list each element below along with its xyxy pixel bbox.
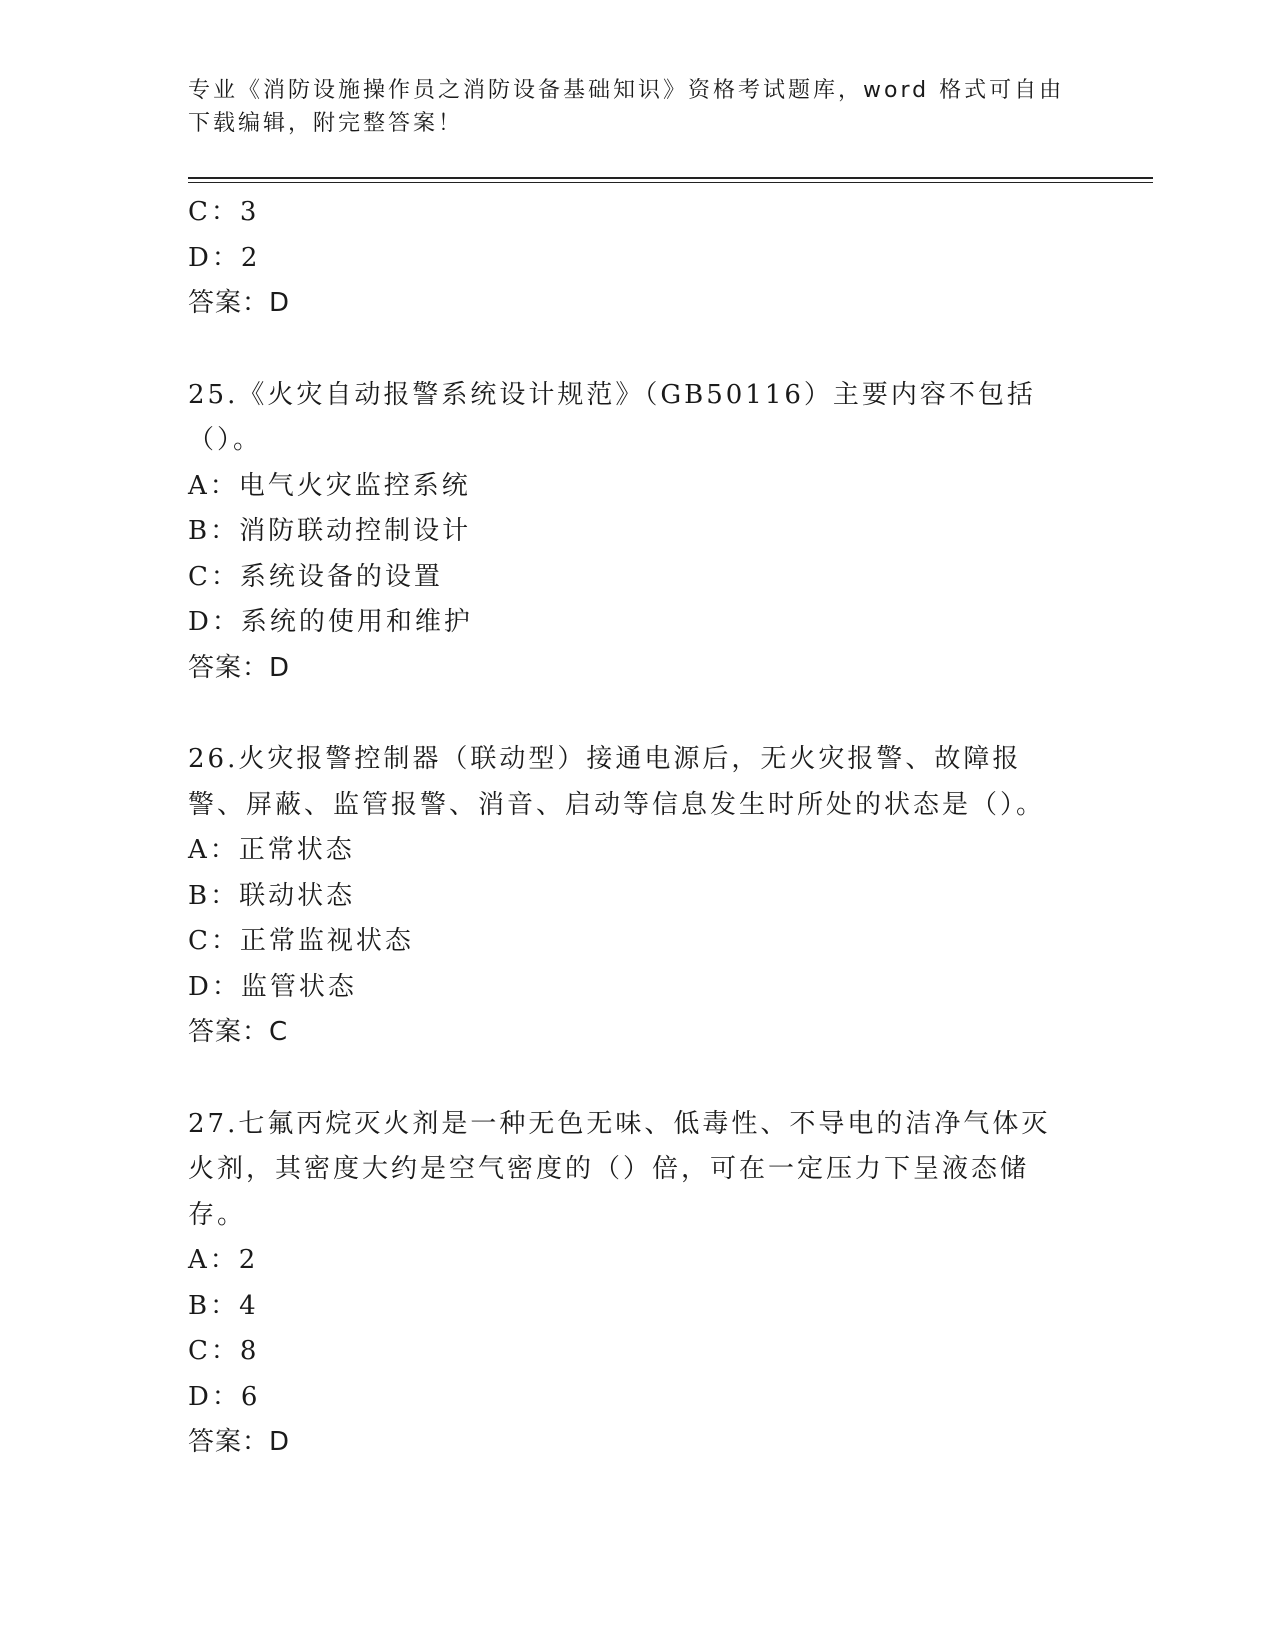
option-c: [188, 1329, 1088, 1375]
header-rule-thick: [188, 177, 1153, 179]
option-text: 联动状态: [239, 880, 356, 911]
option-a: [188, 1238, 1088, 1284]
option-label: C：: [188, 1336, 240, 1366]
option-a: [188, 464, 1088, 510]
option-text: 8: [239, 1336, 260, 1366]
option-b: [188, 874, 1088, 920]
question-25: [188, 373, 1088, 692]
option-d: [188, 600, 1088, 646]
answer-line: 答案：C: [188, 1017, 289, 1047]
option-a: [188, 828, 1088, 874]
option-d: [188, 236, 1088, 282]
option-d: [188, 1375, 1088, 1421]
option-text: 正常状态: [238, 835, 355, 865]
header-rule-thin: [188, 182, 1153, 183]
option-text: 监管状态: [240, 971, 357, 1002]
question-26: [188, 737, 1088, 1056]
option-label: C：: [188, 197, 240, 227]
option-b: [188, 1284, 1088, 1330]
option-label: C：: [188, 926, 240, 956]
option-label: B：: [188, 516, 240, 546]
option-text: 3: [239, 197, 260, 227]
question-stem: 26.火灾报警控制器（联动型）接通电源后，无火灾报警、故障报警、屏蔽、监管报警、消音、启动等信息发生时所处的状态是（）。: [188, 744, 1046, 820]
option-label: A：: [188, 835, 239, 865]
answer-line: 答案：D: [188, 1427, 291, 1457]
option-b: [188, 509, 1088, 555]
option-text: 2: [238, 1245, 259, 1275]
option-label: D：: [188, 971, 241, 1002]
option-label: C：: [188, 561, 240, 592]
document-header: 专业《消防设施操作员之消防设备基础知识》资格考试题库，word 格式可自由下载编辑，附完整答案！: [188, 78, 1065, 136]
option-d: [188, 965, 1088, 1011]
answer-line: 答案：D: [188, 288, 291, 318]
question-stem: 25.《火灾自动报警系统设计规范》（GB50116）主要内容不包括（）。: [188, 379, 1036, 455]
option-text: 6: [240, 1381, 261, 1412]
option-label: D：: [188, 607, 241, 637]
option-text: 系统设备的设置: [239, 561, 443, 592]
option-text: 电气火灾监控系统: [238, 470, 471, 501]
option-text: 正常监视状态: [239, 926, 414, 956]
question-27: [188, 1102, 1088, 1466]
question-list: [188, 190, 1088, 1466]
option-text: 4: [239, 1290, 259, 1321]
option-c: [188, 190, 1088, 236]
prev-question: [188, 190, 1088, 327]
question-stem: 27.七氟丙烷灭火剂是一种无色无味、低毒性、不导电的洁净气体灭火剂，其密度大约是空气密度的（）倍，可在一定压力下呈液态储存。: [188, 1108, 1051, 1230]
option-label: A：: [188, 470, 239, 501]
option-label: B：: [188, 1290, 240, 1321]
option-label: A：: [188, 1245, 239, 1275]
answer-line: 答案：D: [188, 652, 291, 683]
option-text: 2: [240, 242, 261, 273]
option-text: 消防联动控制设计: [239, 516, 472, 546]
option-c: [188, 919, 1088, 965]
option-label: D：: [188, 242, 241, 273]
option-label: D：: [188, 1381, 241, 1412]
option-c: [188, 555, 1088, 601]
option-text: 系统的使用和维护: [240, 607, 473, 637]
option-label: B：: [188, 880, 240, 911]
